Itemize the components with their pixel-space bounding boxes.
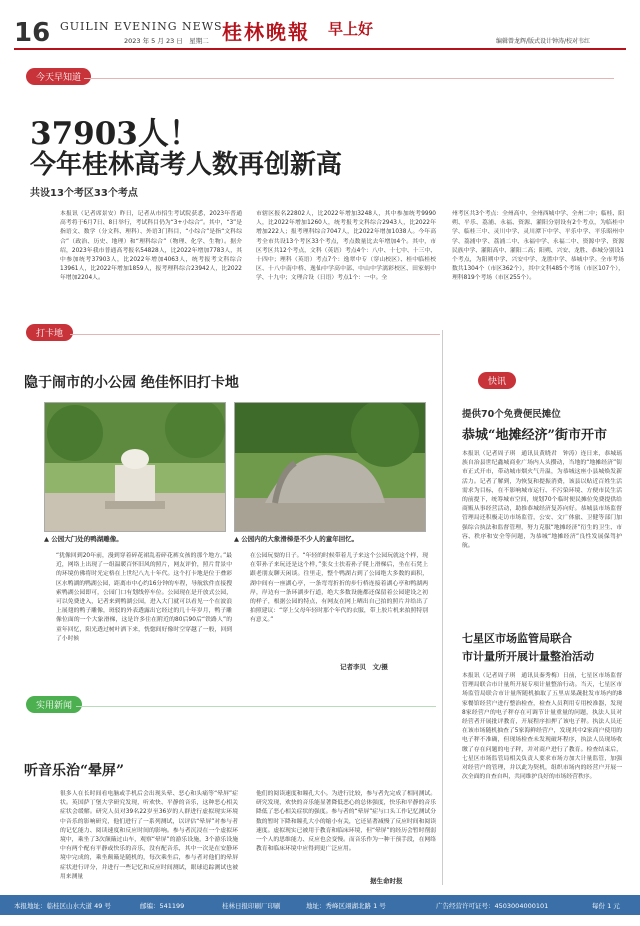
article2-col1: “犹像回到20年前，漫到穿着碎花裙乱着碎花裤女孩的那个地方。”最近，网络上出现了一组温暖百怀旧风的照片，网友评价，照片背景中的环境仿佛将时光定格在上世纪八九十年代。这个打卡地是位于叠彩区水鸭湖的鸭湖公园，距离市中心约16分钟的车程，导航软件直接搜索鸭湖公园即可，公园门口有划线停车位。公园现在是开放式公园，可以免费进入，记者来到鸭湖公园，进入大门就可以看见一个在波浪上展翅的鸭子雕像，斑驳的外表透露出它经过的几十年岁月，鸭子雕像位面的一个大象滑梯，这是许多住在附近的80后90后“铁路人”的童年回忆，阳光透过树叶洒下来，恍惚间好像时空穿越了一般，回到了小时候 — [56, 553, 232, 642]
footer-postcode: 邮编：541199 — [140, 902, 185, 910]
footer-printer: 桂林日报印刷厂印刷 — [222, 902, 281, 910]
section-tag-flash: 快讯 — [478, 372, 516, 389]
newspaper-logo: 桂林晚報 — [222, 20, 310, 44]
page-number: 16 — [14, 18, 51, 48]
article1-col1: 本报讯（记者席景安）昨日，记者从市招生考试院获悉，2023年普通高考将于6月7日、8日举行，考试科目仍为“3+小综合”。其中，“3”是指语文、数学（分文科、理科）、外语3门科目，“小综合”是指“文科综合”（政治、历史、地理）和“理科综合”（物理、化学、生物）。据介绍，2023年我市普通高考报名54828人，比2022年增加7783人，其中参加统考37903人，比2022年增加4063人，统考报考文科综合13961人，比2022年增加1859人，报考理科综合23942人，比2022年增加2204人。 — [60, 211, 242, 282]
column-divider — [442, 330, 443, 885]
article3-title-top: 提供70个免费便民摊位 — [462, 409, 561, 420]
footer-address: 本报地址：临桂区山水大道 49 号 — [14, 902, 111, 910]
section-tag-today: 今天早知道 — [26, 68, 91, 85]
paper-name: GUILIN EVENING NEWS — [60, 20, 223, 33]
photo1-caption: ▲ 公园大门处的鸭湖雕像。 — [44, 535, 123, 543]
article5-col2: 他们的阅读速度和瞳孔大小。为进行比较，参与者先完成了相同测试。研究发现，欢快的音乐能显著降低恶心的总体强度，快乐和平静的音乐降低了恶心相关症状的强度。参与者的“晕屏”症与口头工作记忆测试分数的暂时下降和瞳孔大小的缩小有关，它还显著减慢了反应时间和阅读速度。虚拟现实已被用于教育和临床环境，但“晕屏”的经历会暂时削弱一个人的思维能力、反应也会变慢。而音乐作为一种干预手段，在网络教育和临床环境中应得到更广泛应用。 — [256, 791, 436, 853]
footer-bar — [0, 895, 640, 915]
section-rule — [84, 78, 614, 79]
section-tag-checkin: 打卡地 — [26, 324, 73, 341]
article4-title-line2: 市计量所开展计量整治活动 — [462, 650, 594, 663]
article3-title-main: 恭城“地摊经济”街市开市 — [462, 428, 607, 443]
article2-col2: 在公园玩耍的日子。“年轻的时候带着儿子来这个公园玩就这个样，现在带孙子来玩还是这个样，”张女士扶着孙子爬上滑梯后，坐在石凳上跟老朋友聊天闲谈。往里走，整个鸭湖占到了公园绝大多数的面积，湖中间有一座湖心亭，一条弯弯折折的步行桥连接着湖心亭和鸭湖两岸，岸边有一条环湖步行道，绝大多数设施都还保留着公园建设之初的样子，根据公园的特点，有网友在网上晒出自己拍的照片并给出了拍照建议：“穿上父母年轻时那个年代的衣服，带上胶片机来拍照特别有意义。” — [250, 553, 428, 624]
article4-title-line1: 七星区市场监管局联合 — [462, 632, 572, 645]
photo-duck-statue — [44, 402, 226, 532]
footer-printer-address: 地址：秀峰区翊湖北路 1 号 — [306, 902, 386, 910]
article5-headline: 听音乐治“晕屏” — [24, 763, 125, 779]
caption2-text: 公园内的大象滑梯是不少人的童年回忆。 — [241, 535, 359, 543]
article1-col2: 市辖区报名22802人，比2022年增加3248人，其中参加统考9990人，比2022年增加1260人，统考报考文科综合2943人，比2022年增加222人；报考理科综合7047人，比2022年增加1038人。今年高考全市共设13个考区33个考点，考点数量比去年增加4个。其中，市区考区共12个考点，文科（英语）考点4个：八中、十七中、十三中、十四中；理科（英语）考点7个：逸翠中专（穿山校区）、桂中临桂校区、十八中南中桥、逸仙中学高中部、中山中学漓彩校区、田家炳中学、十九中；文理合设（日语）考点1个：一中。全 — [256, 211, 436, 282]
footer-license: 广告经营许可证号：4503004000101 — [436, 902, 549, 910]
editors-line: 编辑曾龙辉/版式设计钟涛/校对韦红 — [496, 38, 591, 45]
caption1-text: 公园大门处的鸭湖雕像。 — [51, 535, 123, 543]
headline-number: 37903人！ — [30, 116, 200, 152]
article5-col1: 很多人在长时间看电脑或手机后会出现头晕、恶心和头痛等“晕屏”症状。英国萨丁堡大学研究发现，听欢快、平静的音乐，这种恶心相关症状会缓解。研究人员对39名22岁至36岁的人群进行虚拟现实环境中音乐的影响研究，他们进行了一系列测试，以评估“晕屏”对参与者的记忆能力、阅读速度和反应时间的影响。参与者沉浸在一个虚拟环境中，乘坐了3次颠簸过山车，观察“晕屏”的游乐设施，3个游乐设施中有两个配有平静或快乐的音乐，没有配音乐，其中一次是在安静环境中完成的，乘坐颠簸是随机的，每次乘坐后，参与者对他们的晕屏症状进行评分，并进行一些记忆和反应时间测试，眼球追踪测试也被用来测量 — [60, 791, 238, 880]
section-rule — [76, 706, 436, 707]
article2-headline: 隐于闹市的小公园 绝佳怀旧打卡地 — [24, 375, 239, 391]
article3-body: 本报讯（记者周子琪 通讯员黄晓君 钟涛）连日来，恭城瑶族自治县世纪鑫城商业广场内人头攒动，当地的“地摊经济”街市正式开市，带动城市烟火气升温，为恭城这座小县城焕发新活力。记者了解到，为恢复和提振消费，该县以贴近百姓生活需求为目标，在不影响城市运行、不污染环境、方便市民生活的前提下，统筹城市空间，规划70个临时便民摊位免费提供给商贩从事经营活动，助推恭城经济复苏向好。恭城县市场监督管理局还积极走访市场监管，公安、文广体旅、卫健等部门加强综合执法和监督管理，努力克服“地摊经济”衍生的卫生、市容、秩序和安全等问题，为恭城“地摊经济”良性发展保驾护航。 — [462, 451, 622, 550]
headline-main: 今年桂林高考人数再创新高 — [30, 150, 343, 180]
header-rule — [14, 48, 626, 50]
photo2-caption: ▲ 公园内的大象滑梯是不少人的童年回忆。 — [234, 535, 359, 543]
article2-reporter: 记者李贝 文/摄 — [340, 663, 388, 671]
section-tag-practical: 实用新闻 — [26, 696, 82, 713]
footer-price: 每份 1 元 — [592, 902, 620, 910]
column-name: 早上好 — [328, 20, 374, 38]
issue-date: 2023 年 5 月 23 日 星期二 — [124, 37, 209, 45]
photo-elephant-slide — [234, 402, 426, 532]
article5-reporter: 据生命时报 — [370, 877, 403, 885]
article4-body: 本报讯（记者周子琪 通讯员秦秀梅）日前，七星区市场监督管理局联合市计量所开展专项计量整治行动。当天，七星区市场监管局联合市计量所随机抽取了五里店果蔬批发市场内的8家餐馆经营户进行整治检查，检查人员利用专用校准器，发现8家经营户的电子秤存在可调节计量重量的问题，执法人员对经营者开展批评教育，开展程序扣押了该电子秤。执法人员还在该市场随机抽查了5家海鲜经营户，发现其中2家商户使用的电子秤不准确，但现场检查未发现破坏程序，执法人员现场收缴了存在问题的电子秤，并对商户进行了教育。检查结束后，七星区市场监管局相关负责人要求市场方加大计量监管，加强对经营户的管理，并以此为契机，组织市场内的经营户开展一次全面的自查自纠，共同维护良好的市场经营秩序。 — [462, 673, 622, 781]
article1-col3: 州考区共3个考点：全州高中、全州西城中学、全州二中；临桂、阳朔、平乐、荔浦、永福、资源、灌阳分别设有2个考点，为临桂中学、临桂三中、灵川中学、灵川潭下中学、平乐中学、平乐昭州中学、荔浦中学、荔浦二中、永福中学、永福二中、资源中学、资源民族中学、灌阳高中、灌阳二高；阳朔、兴安、龙胜、恭城分别设1个考点，为阳朔中学、兴安中学、龙胜中学、恭城中学。全市考场数共1304个（市区362个），其中文科485个考场（市区107个），理科819个考场（市区255个）。 — [452, 211, 624, 282]
section-rule — [70, 334, 440, 335]
subheadline: 共设13个考区33个考点 — [30, 188, 138, 199]
